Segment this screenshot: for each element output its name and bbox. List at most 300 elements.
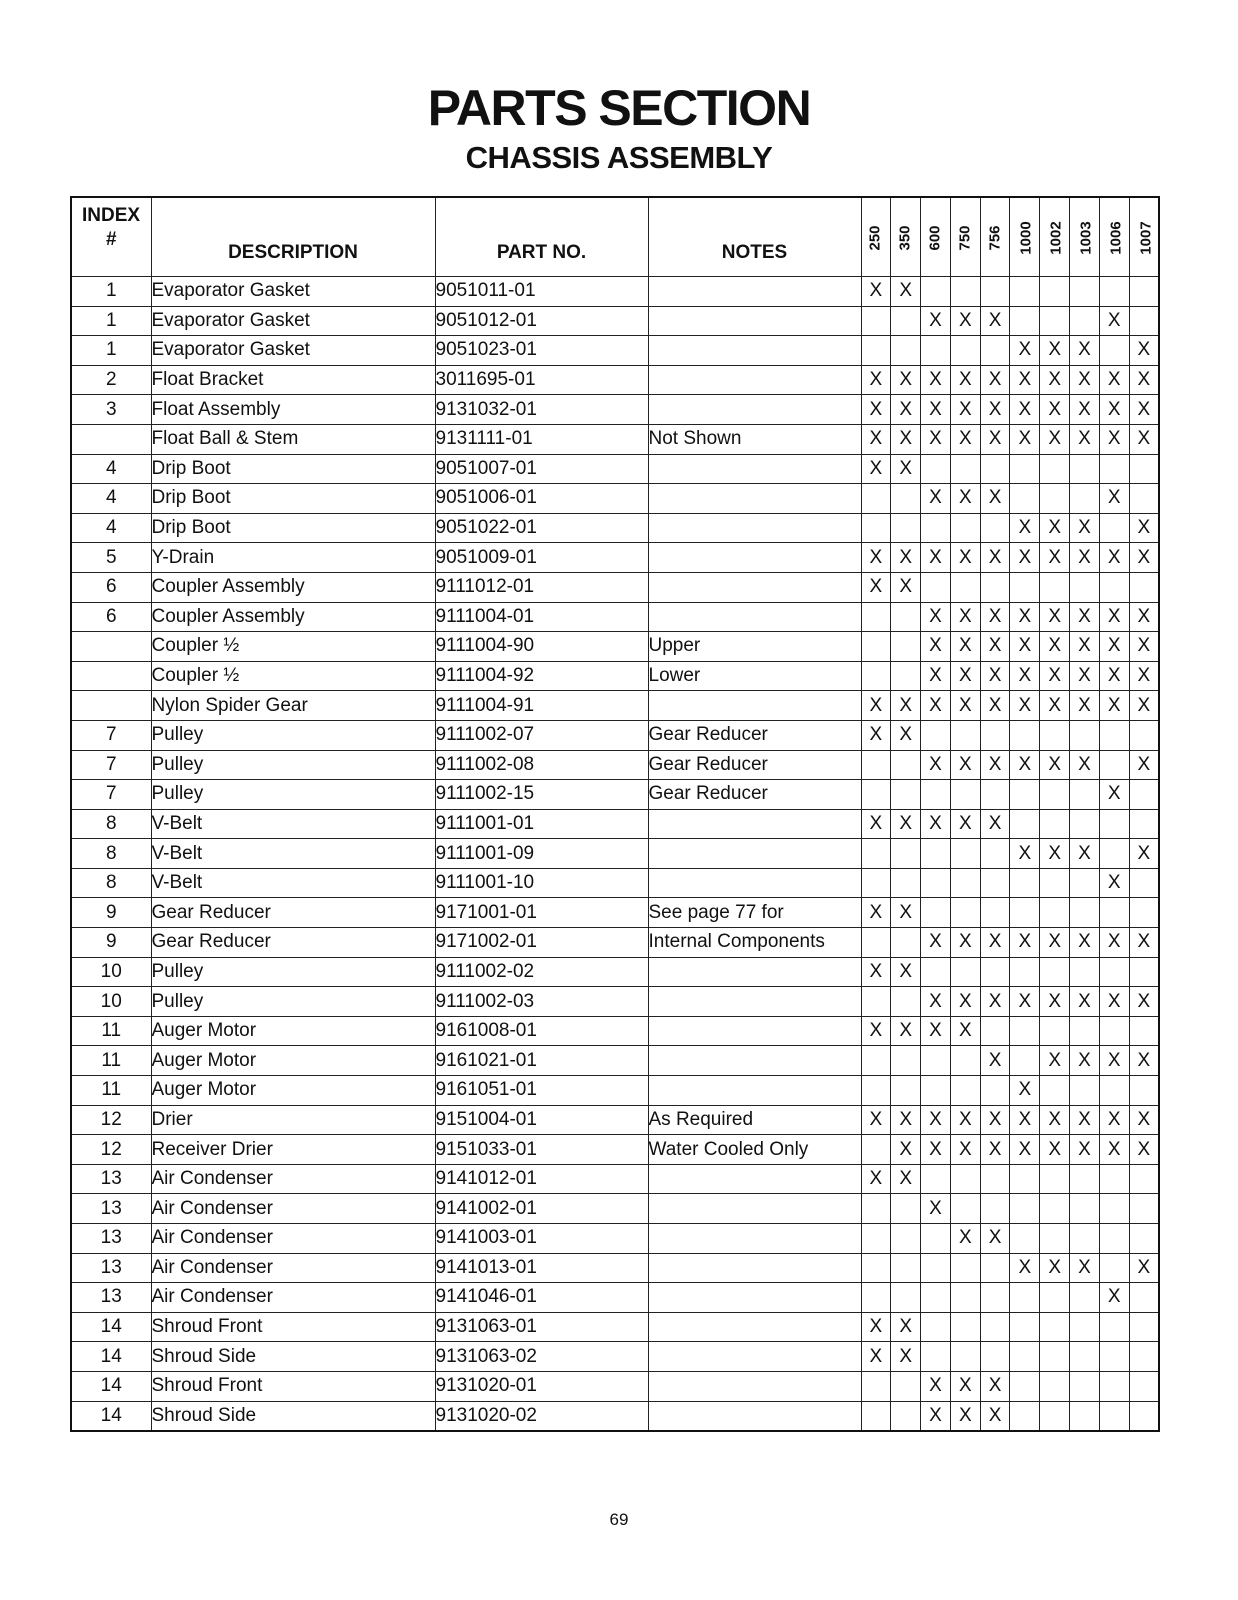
- model-mark-cell: X: [950, 1224, 980, 1254]
- model-mark-cell: X: [1099, 365, 1129, 395]
- model-mark-cell: X: [891, 1135, 921, 1165]
- model-mark-cell: X: [1010, 632, 1040, 662]
- model-mark-cell: X: [1129, 602, 1159, 632]
- model-mark-cell: X: [1099, 1283, 1129, 1313]
- model-mark-cell: [1129, 572, 1159, 602]
- index-header: [71, 197, 151, 277]
- index-cell: 1: [71, 306, 151, 336]
- index-cell: 14: [71, 1371, 151, 1401]
- model-mark-cell: [891, 513, 921, 543]
- description-cell: V-Belt: [151, 868, 435, 898]
- description-cell: Air Condenser: [151, 1253, 435, 1283]
- table-row: [71, 1224, 1159, 1254]
- table-row: [71, 572, 1159, 602]
- model-mark-cell: [1010, 1224, 1040, 1254]
- index-cell: 7: [71, 720, 151, 750]
- part-no-cell: 9111001-10: [435, 868, 648, 898]
- model-mark-cell: [1099, 839, 1129, 869]
- model-mark-cell: [861, 750, 891, 780]
- notes-cell: Gear Reducer: [648, 720, 861, 750]
- model-mark-cell: [891, 1401, 921, 1431]
- model-mark-cell: [921, 839, 951, 869]
- part-no-cell: 9131063-02: [435, 1342, 648, 1372]
- model-mark-cell: X: [950, 661, 980, 691]
- model-mark-cell: [1099, 1164, 1129, 1194]
- notes-cell: [648, 809, 861, 839]
- model-mark-cell: [891, 780, 921, 810]
- part-no-cell: 9161008-01: [435, 1016, 648, 1046]
- description-cell: Pulley: [151, 957, 435, 987]
- description-cell: Shroud Front: [151, 1312, 435, 1342]
- table-row: [71, 868, 1159, 898]
- description-cell: Drip Boot: [151, 484, 435, 514]
- description-cell: V-Belt: [151, 809, 435, 839]
- model-mark-cell: [1099, 1312, 1129, 1342]
- model-header-350: [891, 197, 921, 277]
- model-mark-cell: X: [1070, 661, 1100, 691]
- model-mark-cell: [980, 1076, 1010, 1106]
- model-mark-cell: X: [1099, 868, 1129, 898]
- model-mark-cell: [1070, 898, 1100, 928]
- model-mark-cell: [891, 868, 921, 898]
- model-mark-cell: [1099, 1371, 1129, 1401]
- model-mark-cell: X: [891, 1016, 921, 1046]
- model-mark-cell: [1010, 1164, 1040, 1194]
- model-mark-cell: [950, 780, 980, 810]
- model-mark-cell: X: [1129, 1105, 1159, 1135]
- model-mark-cell: [891, 1283, 921, 1313]
- model-mark-cell: X: [1010, 839, 1040, 869]
- model-label: 250: [866, 224, 884, 251]
- model-mark-cell: X: [861, 898, 891, 928]
- notes-cell: Not Shown: [648, 424, 861, 454]
- model-mark-cell: [861, 484, 891, 514]
- page-title: PARTS SECTION: [427, 80, 811, 136]
- index-cell: 9: [71, 898, 151, 928]
- model-mark-cell: X: [921, 809, 951, 839]
- model-mark-cell: X: [1129, 1046, 1159, 1076]
- model-mark-cell: [980, 454, 1010, 484]
- part-no-cell: 9111012-01: [435, 572, 648, 602]
- model-mark-cell: X: [921, 1105, 951, 1135]
- part-no-cell: 9131032-01: [435, 395, 648, 425]
- model-mark-cell: X: [1070, 513, 1100, 543]
- notes-cell: [648, 365, 861, 395]
- model-mark-cell: [1040, 1164, 1070, 1194]
- model-mark-cell: X: [861, 720, 891, 750]
- table-row: [71, 809, 1159, 839]
- index-cell: 14: [71, 1401, 151, 1431]
- model-mark-cell: X: [980, 306, 1010, 336]
- model-mark-cell: [861, 336, 891, 366]
- model-mark-cell: [1040, 780, 1070, 810]
- model-mark-cell: X: [950, 602, 980, 632]
- model-mark-cell: [1129, 780, 1159, 810]
- model-mark-cell: [1099, 277, 1129, 307]
- index-cell: 7: [71, 750, 151, 780]
- part-no-cell: 9051011-01: [435, 277, 648, 307]
- description-cell: Auger Motor: [151, 1076, 435, 1106]
- model-mark-cell: [1040, 898, 1070, 928]
- description-cell: Float Bracket: [151, 365, 435, 395]
- model-mark-cell: X: [921, 306, 951, 336]
- model-mark-cell: X: [891, 572, 921, 602]
- table-row: [71, 1283, 1159, 1313]
- model-mark-cell: [950, 1194, 980, 1224]
- description-cell: Coupler ½: [151, 661, 435, 691]
- notes-cell: [648, 454, 861, 484]
- notes-cell: [648, 691, 861, 721]
- model-mark-cell: [1070, 1194, 1100, 1224]
- part-no-cell: 9171001-01: [435, 898, 648, 928]
- index-cell: 12: [71, 1105, 151, 1135]
- model-mark-cell: X: [1099, 395, 1129, 425]
- table-row: [71, 1371, 1159, 1401]
- notes-cell: [648, 306, 861, 336]
- model-mark-cell: X: [980, 928, 1010, 958]
- description-cell: Coupler Assembly: [151, 602, 435, 632]
- model-mark-cell: [1129, 1312, 1159, 1342]
- table-row: [71, 720, 1159, 750]
- model-mark-cell: X: [1070, 602, 1100, 632]
- model-mark-cell: [950, 1076, 980, 1106]
- model-mark-cell: [1099, 720, 1129, 750]
- model-mark-cell: X: [950, 543, 980, 573]
- part-no-cell: 9131020-02: [435, 1401, 648, 1431]
- model-mark-cell: X: [1099, 484, 1129, 514]
- index-cell: 8: [71, 868, 151, 898]
- model-mark-cell: [1040, 277, 1070, 307]
- model-label: 1002: [1047, 220, 1065, 255]
- model-mark-cell: X: [921, 1194, 951, 1224]
- index-cell: 1: [71, 277, 151, 307]
- description-cell: Receiver Drier: [151, 1135, 435, 1165]
- model-mark-cell: [1010, 1283, 1040, 1313]
- model-mark-cell: [1129, 720, 1159, 750]
- model-mark-cell: X: [1099, 1105, 1129, 1135]
- table-row: [71, 691, 1159, 721]
- model-mark-cell: [1099, 1194, 1129, 1224]
- model-label: 1003: [1077, 220, 1095, 255]
- index-cell: 8: [71, 809, 151, 839]
- model-mark-cell: [861, 1194, 891, 1224]
- table-row: [71, 395, 1159, 425]
- notes-cell: [648, 1164, 861, 1194]
- model-mark-cell: X: [950, 395, 980, 425]
- model-mark-cell: X: [1070, 543, 1100, 573]
- model-mark-cell: X: [1010, 336, 1040, 366]
- model-mark-cell: [1070, 720, 1100, 750]
- model-mark-cell: [1040, 720, 1070, 750]
- index-cell: 11: [71, 1046, 151, 1076]
- model-mark-cell: X: [1040, 336, 1070, 366]
- model-mark-cell: [891, 306, 921, 336]
- model-mark-cell: X: [980, 1135, 1010, 1165]
- model-mark-cell: X: [980, 691, 1010, 721]
- table-row: [71, 661, 1159, 691]
- model-header-250: [861, 197, 891, 277]
- model-mark-cell: [1129, 957, 1159, 987]
- table-row: [71, 543, 1159, 573]
- model-mark-cell: [1070, 1401, 1100, 1431]
- model-mark-cell: X: [1010, 395, 1040, 425]
- model-mark-cell: [1099, 1401, 1129, 1431]
- notes-cell: Internal Components: [648, 928, 861, 958]
- model-mark-cell: X: [861, 957, 891, 987]
- model-mark-cell: [1070, 1312, 1100, 1342]
- index-cell: 6: [71, 602, 151, 632]
- table-row: [71, 1164, 1159, 1194]
- description-header: DESCRIPTION: [151, 197, 435, 277]
- model-mark-cell: [1129, 306, 1159, 336]
- part-no-cell: 9111002-03: [435, 987, 648, 1017]
- model-mark-cell: X: [1099, 602, 1129, 632]
- model-mark-cell: [1010, 780, 1040, 810]
- model-mark-cell: [950, 513, 980, 543]
- model-mark-cell: [980, 1016, 1010, 1046]
- model-mark-cell: [891, 1076, 921, 1106]
- index-cell: 3: [71, 395, 151, 425]
- notes-cell: [648, 987, 861, 1017]
- model-mark-cell: [980, 1194, 1010, 1224]
- part-no-cell: 9111001-09: [435, 839, 648, 869]
- model-mark-cell: [1010, 306, 1040, 336]
- model-mark-cell: X: [1129, 987, 1159, 1017]
- model-mark-cell: X: [1070, 365, 1100, 395]
- model-mark-cell: [861, 1371, 891, 1401]
- table-row: [71, 306, 1159, 336]
- model-mark-cell: [1099, 809, 1129, 839]
- model-label: 756: [986, 224, 1004, 251]
- index-header-line1: INDEX: [82, 205, 141, 226]
- model-mark-cell: [1040, 1076, 1070, 1106]
- model-mark-cell: X: [1040, 1105, 1070, 1135]
- model-mark-cell: [891, 839, 921, 869]
- model-mark-cell: [891, 484, 921, 514]
- part-no-cell: 9111004-91: [435, 691, 648, 721]
- model-mark-cell: X: [891, 365, 921, 395]
- model-mark-cell: X: [1099, 661, 1129, 691]
- table-row: [71, 1076, 1159, 1106]
- description-cell: Air Condenser: [151, 1224, 435, 1254]
- part-no-cell: 9111001-01: [435, 809, 648, 839]
- model-mark-cell: X: [861, 572, 891, 602]
- notes-cell: [648, 543, 861, 573]
- model-mark-cell: [921, 1046, 951, 1076]
- description-cell: Drier: [151, 1105, 435, 1135]
- model-mark-cell: [921, 1076, 951, 1106]
- model-mark-cell: [950, 720, 980, 750]
- model-mark-cell: X: [921, 424, 951, 454]
- model-mark-cell: [950, 868, 980, 898]
- model-mark-cell: X: [950, 928, 980, 958]
- model-mark-cell: X: [1129, 661, 1159, 691]
- table-row: [71, 1105, 1159, 1135]
- model-mark-cell: [980, 1283, 1010, 1313]
- model-mark-cell: [1010, 1016, 1040, 1046]
- index-cell: 4: [71, 484, 151, 514]
- notes-header: NOTES: [648, 197, 861, 277]
- model-mark-cell: X: [921, 543, 951, 573]
- model-mark-cell: [950, 1164, 980, 1194]
- parts-table: [70, 196, 1160, 1432]
- model-mark-cell: X: [1129, 632, 1159, 662]
- model-mark-cell: [1129, 868, 1159, 898]
- model-label: 1000: [1018, 220, 1036, 255]
- model-mark-cell: X: [950, 691, 980, 721]
- model-mark-cell: X: [921, 1371, 951, 1401]
- model-mark-cell: [980, 780, 1010, 810]
- model-mark-cell: X: [861, 543, 891, 573]
- model-mark-cell: X: [950, 1105, 980, 1135]
- model-mark-cell: X: [950, 987, 980, 1017]
- model-mark-cell: [891, 1224, 921, 1254]
- model-header-1002: [1040, 197, 1070, 277]
- model-mark-cell: X: [1070, 395, 1100, 425]
- model-mark-cell: [1010, 1312, 1040, 1342]
- model-mark-cell: X: [1129, 928, 1159, 958]
- model-mark-cell: X: [891, 1164, 921, 1194]
- part-no-cell: 9051023-01: [435, 336, 648, 366]
- page-number: 69: [609, 1510, 629, 1529]
- table-row: [71, 1046, 1159, 1076]
- header-row: [71, 197, 1159, 277]
- index-cell: 6: [71, 572, 151, 602]
- model-mark-cell: [1010, 868, 1040, 898]
- model-mark-cell: X: [1070, 1105, 1100, 1135]
- model-mark-cell: X: [1040, 543, 1070, 573]
- model-mark-cell: X: [950, 750, 980, 780]
- part-no-cell: 9171002-01: [435, 928, 648, 958]
- table-row: [71, 1342, 1159, 1372]
- model-mark-cell: [891, 928, 921, 958]
- model-mark-cell: X: [1040, 661, 1070, 691]
- model-mark-cell: X: [1070, 928, 1100, 958]
- model-mark-cell: [921, 1342, 951, 1372]
- description-cell: Gear Reducer: [151, 928, 435, 958]
- model-mark-cell: [950, 1312, 980, 1342]
- model-mark-cell: [1070, 572, 1100, 602]
- model-header-1007: [1129, 197, 1159, 277]
- model-mark-cell: X: [950, 424, 980, 454]
- model-mark-cell: X: [1129, 513, 1159, 543]
- model-mark-cell: [861, 839, 891, 869]
- model-mark-cell: [1040, 1401, 1070, 1431]
- model-mark-cell: [921, 868, 951, 898]
- model-mark-cell: [1129, 1224, 1159, 1254]
- model-mark-cell: X: [891, 277, 921, 307]
- model-mark-cell: X: [1070, 750, 1100, 780]
- model-mark-cell: [1010, 1371, 1040, 1401]
- model-mark-cell: [1099, 1016, 1129, 1046]
- model-mark-cell: [1129, 898, 1159, 928]
- model-mark-cell: [1010, 572, 1040, 602]
- model-mark-cell: [950, 1342, 980, 1372]
- model-mark-cell: X: [1010, 513, 1040, 543]
- model-label: 1007: [1137, 220, 1155, 255]
- notes-cell: [648, 1016, 861, 1046]
- model-mark-cell: X: [1070, 839, 1100, 869]
- model-mark-cell: [891, 336, 921, 366]
- table-row: [71, 454, 1159, 484]
- model-mark-cell: X: [1129, 395, 1159, 425]
- notes-cell: [648, 602, 861, 632]
- model-mark-cell: X: [1040, 1046, 1070, 1076]
- notes-cell: Lower: [648, 661, 861, 691]
- model-mark-cell: [1070, 957, 1100, 987]
- model-mark-cell: X: [921, 395, 951, 425]
- model-mark-cell: X: [1040, 602, 1070, 632]
- part-no-cell: 9161021-01: [435, 1046, 648, 1076]
- model-mark-cell: X: [950, 632, 980, 662]
- model-mark-cell: [950, 454, 980, 484]
- table-row: [71, 928, 1159, 958]
- model-mark-cell: X: [1040, 1253, 1070, 1283]
- model-mark-cell: X: [1040, 513, 1070, 543]
- description-cell: Evaporator Gasket: [151, 336, 435, 366]
- notes-cell: [648, 1283, 861, 1313]
- model-mark-cell: X: [861, 1164, 891, 1194]
- notes-cell: As Required: [648, 1105, 861, 1135]
- description-cell: Pulley: [151, 750, 435, 780]
- notes-cell: [648, 484, 861, 514]
- notes-cell: [648, 572, 861, 602]
- model-mark-cell: [1040, 306, 1070, 336]
- model-mark-cell: [1129, 484, 1159, 514]
- table-row: [71, 1135, 1159, 1165]
- model-mark-cell: X: [1129, 839, 1159, 869]
- model-mark-cell: [1070, 809, 1100, 839]
- model-mark-cell: [1129, 1283, 1159, 1313]
- model-label: 1006: [1107, 220, 1125, 255]
- index-cell: 4: [71, 513, 151, 543]
- model-mark-cell: X: [950, 1016, 980, 1046]
- model-mark-cell: [1010, 1046, 1040, 1076]
- model-mark-cell: [1010, 1194, 1040, 1224]
- index-cell: [71, 424, 151, 454]
- model-mark-cell: [861, 1076, 891, 1106]
- part-no-cell: 9151033-01: [435, 1135, 648, 1165]
- model-mark-cell: [950, 898, 980, 928]
- table-row: [71, 484, 1159, 514]
- parts-table-body: [71, 277, 1159, 1432]
- model-mark-cell: X: [891, 957, 921, 987]
- notes-cell: Upper: [648, 632, 861, 662]
- model-mark-cell: [921, 277, 951, 307]
- index-cell: 13: [71, 1253, 151, 1283]
- model-mark-cell: X: [1129, 543, 1159, 573]
- model-mark-cell: X: [1040, 928, 1070, 958]
- notes-cell: Water Cooled Only: [648, 1135, 861, 1165]
- model-mark-cell: [921, 513, 951, 543]
- model-mark-cell: X: [980, 395, 1010, 425]
- model-mark-cell: X: [950, 1135, 980, 1165]
- model-mark-cell: [1070, 1016, 1100, 1046]
- model-mark-cell: X: [950, 1401, 980, 1431]
- description-cell: Air Condenser: [151, 1164, 435, 1194]
- model-mark-cell: X: [921, 1135, 951, 1165]
- model-mark-cell: [1040, 1224, 1070, 1254]
- model-mark-cell: X: [1070, 1046, 1100, 1076]
- model-mark-cell: [1099, 336, 1129, 366]
- model-mark-cell: X: [891, 454, 921, 484]
- notes-cell: [648, 513, 861, 543]
- notes-cell: [648, 1046, 861, 1076]
- part-no-cell: 9051006-01: [435, 484, 648, 514]
- description-cell: Float Ball & Stem: [151, 424, 435, 454]
- notes-cell: Gear Reducer: [648, 780, 861, 810]
- model-mark-cell: X: [1129, 365, 1159, 395]
